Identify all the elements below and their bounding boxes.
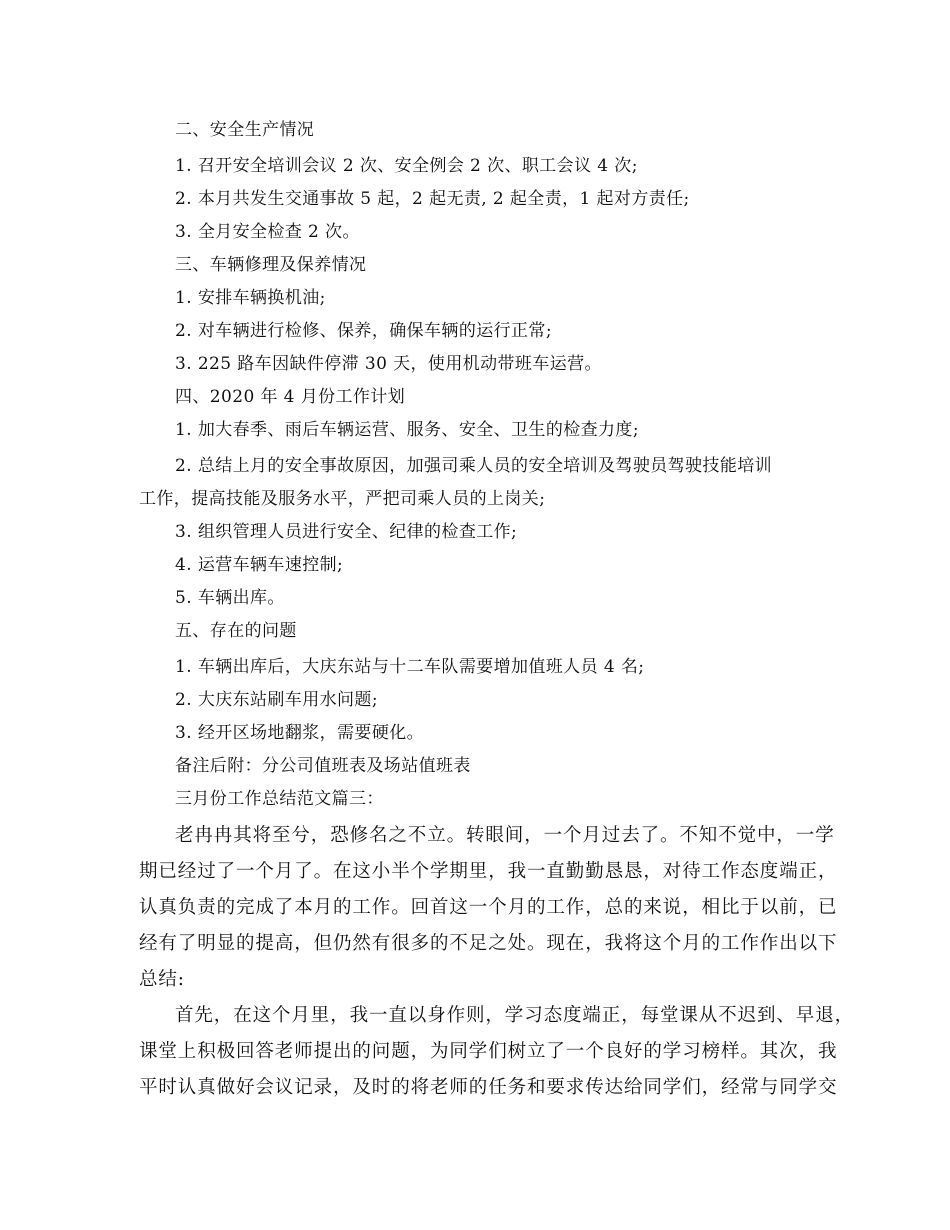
heading-vehicle-maintenance: 三、车辆修理及保养情况 <box>175 255 367 275</box>
note-attachment: 备注后附：分公司值班表及场站值班表 <box>175 756 471 776</box>
heading-safety-production: 二、安全生产情况 <box>175 120 315 140</box>
paragraph-line: 总结: <box>139 969 185 990</box>
heading-problems: 五、存在的问题 <box>175 621 297 641</box>
heading-april-plan: 四、2020 年 4 月份工作计划 <box>175 387 406 407</box>
text-line: 5. 车辆出库。 <box>175 588 285 608</box>
paragraph-line: 老冉冉其将至兮，恐修名之不立。转眼间，一个月过去了。不知不觉中，一学 <box>175 825 835 846</box>
text-line: 1. 安排车辆换机油; <box>175 288 326 308</box>
paragraph-line: 期已经过了一个月了。在这小半个学期里，我一直勤勤恳恳，对待工作态度端正， <box>139 861 838 882</box>
text-line: 3. 经开区场地翻浆，需要硬化。 <box>175 723 425 743</box>
text-line: 工作，提高技能及服务水平，严把司乘人员的上岗关; <box>139 489 546 509</box>
paragraph-line: 平时认真做好会议记录，及时的将老师的任务和要求传达给同学们，经常与同学交 <box>139 1077 838 1098</box>
paragraph-line: 首先，在这个月里，我一直以身作则，学习态度端正，每堂课从不迟到、早退， <box>175 1005 855 1026</box>
text-line: 2. 大庆东站刷车用水问题; <box>175 690 378 710</box>
text-line: 2. 总结上月的安全事故原因，加强司乘人员的安全培训及驾驶员驾驶技能培训 <box>175 456 773 476</box>
text-line: 1. 加大春季、雨后车辆运营、服务、安全、卫生的检查力度; <box>175 420 639 440</box>
paragraph-line: 经有了明显的提高，但仍然有很多的不足之处。现在，我将这个月的工作作出以下 <box>139 933 838 954</box>
text-line: 4. 运营车辆车速控制; <box>175 555 344 575</box>
text-line: 1. 车辆出库后，大庆东站与十二车队需要增加值班人员 4 名; <box>175 657 645 677</box>
text-line: 3. 组织管理人员进行安全、纪律的检查工作; <box>175 522 518 542</box>
text-line: 1. 召开安全培训会议 2 次、安全例会 2 次、职工会议 4 次; <box>175 156 638 176</box>
text-line: 3. 225 路车因缺件停滞 30 天，使用机动带班车运营。 <box>175 354 602 374</box>
text-line: 2. 本月共发生交通事故 5 起，2 起无责, 2 起全责，1 起对方责任; <box>175 189 690 209</box>
text-line: 2. 对车辆进行检修、保养，确保车辆的运行正常; <box>175 321 552 341</box>
paragraph-line: 认真负责的完成了本月的工作。回首这一个月的工作，总的来说，相比于以前，已 <box>139 897 838 918</box>
heading-sample-three: 三月份工作总结范文篇三： <box>175 789 384 809</box>
paragraph-line: 课堂上积极回答老师提出的问题，为同学们树立了一个良好的学习榜样。其次，我 <box>139 1041 838 1062</box>
text-line: 3. 全月安全检查 2 次。 <box>175 222 360 242</box>
